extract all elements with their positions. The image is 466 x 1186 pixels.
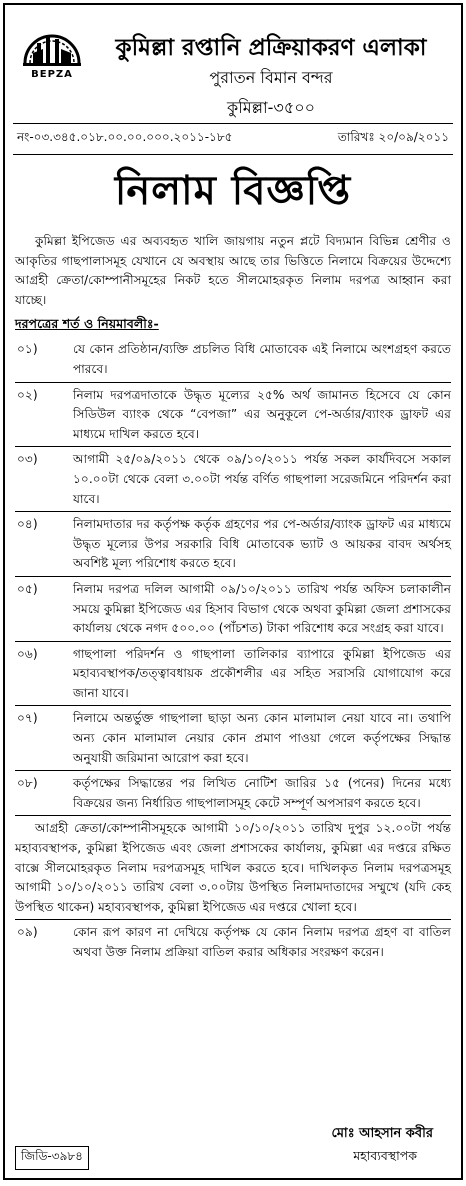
- term-item: [15, 340, 451, 382]
- header: [5, 5, 461, 123]
- notice-page: [3, 3, 463, 1180]
- footer: [5, 1116, 461, 1178]
- term-item: [15, 386, 451, 448]
- term-item: [15, 774, 451, 816]
- term-item: [15, 645, 451, 707]
- term-item: [15, 450, 451, 512]
- term-number: ০৪): [17, 517, 38, 532]
- term-text: আগামী ২৫/০৯/২০১১ থেকে ০৯/১০/২০১১ পর্যন্ত সকল কার্যদিবসে সকাল ১০.০০টা থেকে বেলা ৩.০০টা পর্যন্ত বর্ণিত গাছপালা সরেজমিনে পরিদর্শন করা যাবে।: [73, 452, 451, 506]
- term-item: [15, 515, 451, 577]
- term-text: গাছপালা পরিদর্শন ও গাছপালা তালিকার ব্যাপারে কুমিল্লা ইপিজেড এর মহাব্যবস্থাপক/তত্ত্বাবধায়ক প্রকৌশলীর এর সহিত সরাসরি যোগাযোগ করে জানা যাবে।: [73, 646, 451, 700]
- bepza-logo: [19, 19, 85, 87]
- term-number: ০৮): [17, 776, 38, 791]
- factory-icon: [19, 19, 85, 69]
- org-subtitle: পুরাতন বিমান বন্দর: [209, 68, 333, 87]
- term-text: নিলাম দরপত্র দলিল আগামী ০৯/১০/২০১১ তারিখ পর্যন্ত অফিস চলাকালীন সময়ে কুমিল্লা ইপিজেড এর হিসাব বিভাগ থেকে অথবা কুমিল্লা জেলা প্রশাসকের কার্যালয় থেকে নগদ ৫০০.০০ (পাঁচশত) টাকা পরিশোধ করে সংগ্রহ করা যাবে।: [73, 581, 451, 636]
- gd-number: জিডি-৩৯৮৪: [15, 1146, 89, 1170]
- term-text: নিলাম দরপত্রদাতাকে উদ্ধৃত মূল্যের ২৫% অর্থ জামানত হিসেবে যে কোন সিডিউল ব্যাংক থেকে “বেপজা” এর অনুকূলে পে-অর্ডার/ব্যাংক ড্রাফট এর মাধ্যমে দাখিল করতে হবে।: [73, 387, 451, 441]
- term-number: ০৯): [17, 925, 38, 940]
- notice-title: নিলাম বিজ্ঞপ্তি: [114, 168, 352, 214]
- term-number: ০৩): [17, 452, 38, 467]
- signer-name: মোঃ আহসান কবীর: [331, 1126, 433, 1141]
- term-item: [15, 709, 451, 771]
- term-number: ০১): [17, 342, 38, 357]
- term-number: ০৭): [17, 711, 38, 726]
- term-text: কোন রূপ কারণ না দেখিয়ে কর্তৃপক্ষ যে কোন নিলাম দরপত্র গ্রহণ বা বাতিল অথবা উক্ত নিলাম প্রক্রিয়া বাতিল করার অধিকার সংরক্ষণ করেন।: [73, 925, 451, 959]
- org-title: কুমিল্লা রপ্তানি প্রক্রিয়াকরণ এলাকা: [115, 35, 427, 61]
- terms-heading: দরপত্রের শর্ত ও নিয়মাবলীঃ-: [15, 316, 159, 332]
- term-number: ০২): [17, 387, 38, 402]
- term-text: যে কোন প্রতিষ্ঠান/ব্যক্তি প্রচলিত বিধি মোতাবেক এই নিলামে অংশগ্রহণ করতে পারবে।: [73, 342, 451, 376]
- term-item: [15, 923, 451, 962]
- intro-paragraph: কুমিল্লা ইপিজেড এর অব্যবহৃত খালি জায়গায় নতুন প্লটে বিদ্যমান বিভিন্ন শ্রেণীর ও আকৃতির গাছপালাসমূহ যেখানে যে অবস্থায় আছে তার ভিত্তিতে নিলামে বিক্রয়ের উদ্দেশ্যে আগ্রহী ক্রেতা/কোম্পানীসমূহের নিকট হতে সীলমোহরকৃত নিলাম দরপত্র আহ্বান করা যাচ্ছে।: [15, 234, 451, 307]
- term-text: নিলামদাতার দর কর্তৃপক্ষ কর্তৃক গ্রহণের পর পে-অর্ডার/ব্যাংক ড্রাফট এর মাধ্যমে উদ্ধৃত মূল্যের উপর সরকারি বিধি মোতাবেক ভ্যাট ও আয়কর বাবদ অর্থসহ অবশিষ্ট মূল্য পরিশোধ করতে হবে।: [73, 517, 451, 571]
- signer-title: মহাব্যবস্থাপক: [353, 1148, 417, 1163]
- term-text: নিলামে অন্তর্ভুক্ত গাছপালা ছাড়া অন্য কোন মালামাল নেয়া যাবে না। তথাপি অন্য কোন মালামাল নেয়ার কোন প্রমাণ পাওয়া গেলে কর্তৃপক্ষের সিদ্ধান্ত অনুযায়ী জরিমানা আরোপ করা হবে।: [73, 711, 451, 765]
- term-number: ০৬): [17, 646, 38, 661]
- reference-line: [13, 123, 453, 155]
- reference-number: নং-০৩.৩৪৫.০১৮.০০.০০.০০০.২০১১-১৮৫: [17, 130, 233, 144]
- term-item: [15, 580, 451, 642]
- submission-paragraph: আগ্রহী ক্রেতা/কোম্পানীসমূহকে আগামী ১০/১০/২০১১ তারিখ দুপুর ১২.০০টা পর্যন্ত মহাব্যবস্থাপক, কুমিল্লা ইপিজেড এবং জেলা প্রশাসকের কার্যালয়, কুমিল্লা এর দপ্তরে রক্ষিত বাক্সে সীলমোহরকৃত নিলাম দরপত্রসমূহ দাখিল করতে হবে। দাখিলকৃত নিলাম দরপত্রসমূহ আগামী ১০/১০/২০১১ তারিখ বেলা ৩.০০টায় উপস্থিত নিলামদাতাদের সম্মুখে (যদি কেহ উপস্থিত থাকেন) মহাব্যবস্থাপক, কুমিল্লা ইপিজেড এর দপ্তরে খোলা হবে।: [15, 819, 451, 920]
- term-number: ০৫): [17, 581, 38, 596]
- term-text: কর্তৃপক্ষের সিদ্ধান্তের পর লিখিত নোটিশ জারির ১৫ (পনের) দিনের মধ্যে বিক্রয়ের জন্য নির্ধারিত গাছপালাসমূহ কেটে সম্পূর্ণ অপসারণ করতে হবে।: [73, 776, 451, 810]
- reference-date: তারিখঃ ২০/০৯/২০১১: [337, 130, 449, 144]
- org-city: কুমিল্লা-৩৫০০: [226, 98, 316, 117]
- logo-text: BEPZA: [31, 69, 73, 80]
